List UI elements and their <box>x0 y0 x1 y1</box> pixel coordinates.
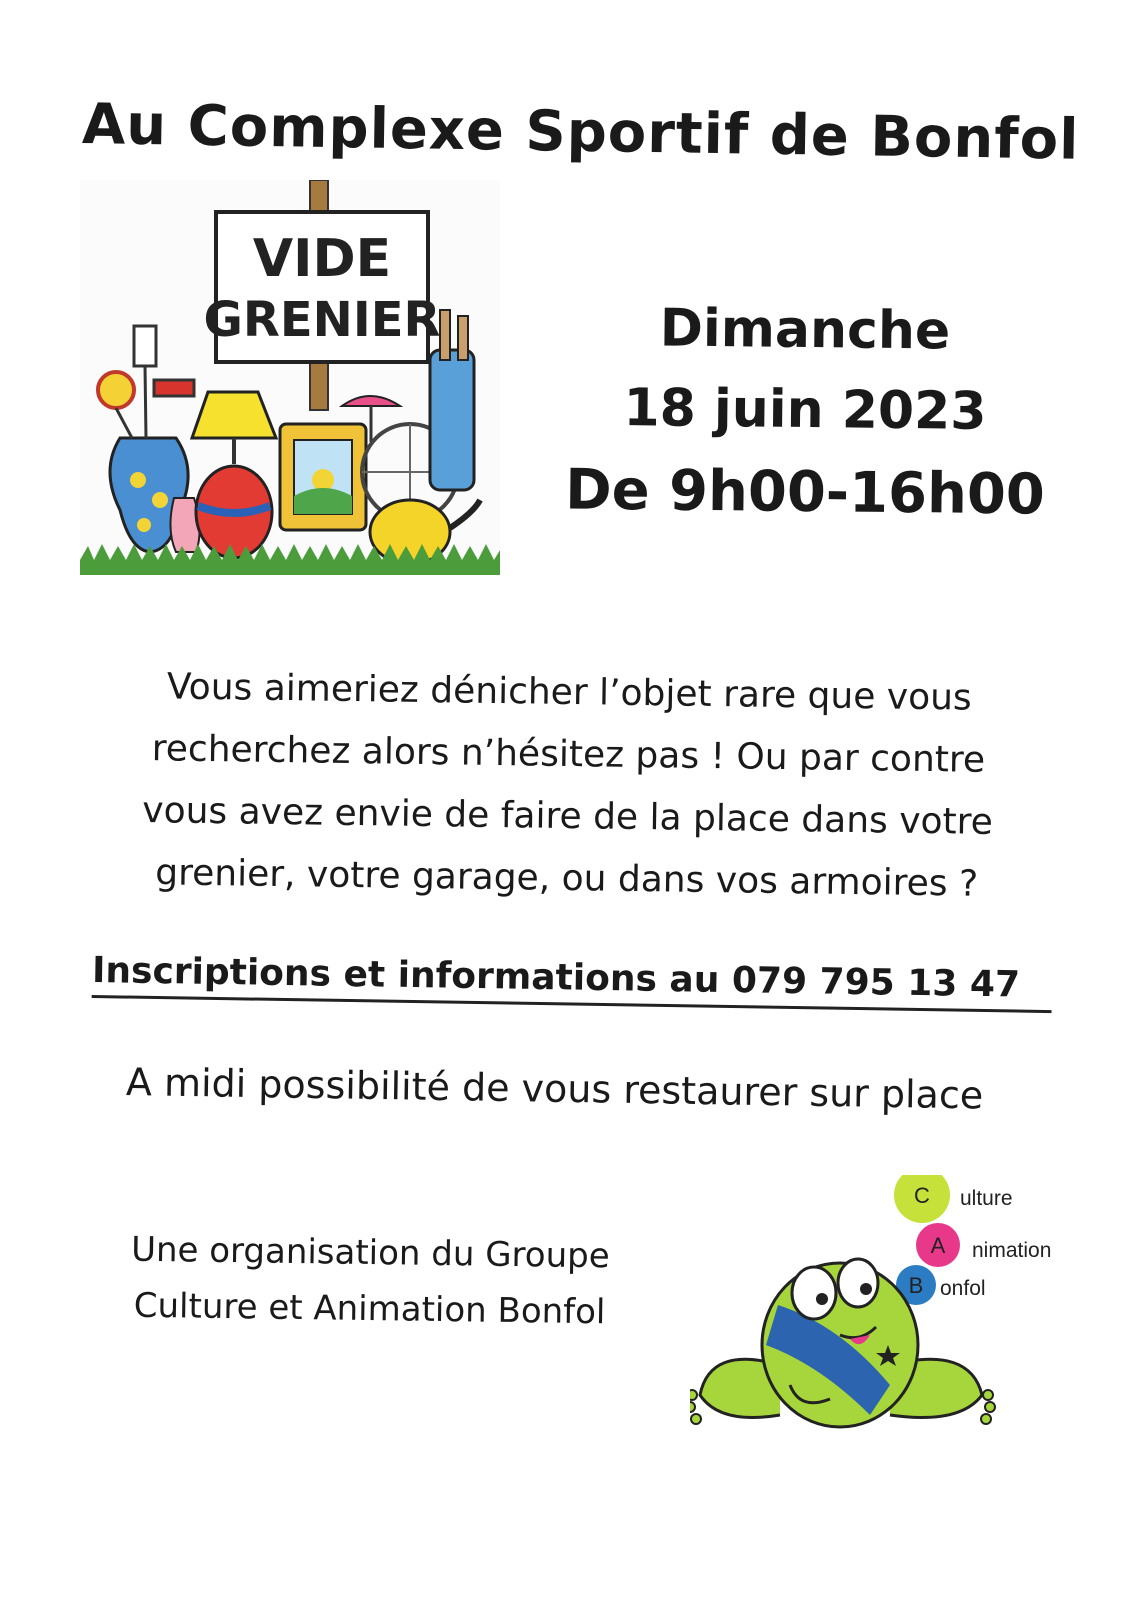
organizer-line-1: Une organisation du Groupe <box>130 1229 610 1277</box>
event-hours: De 9h00-16h00 <box>564 457 1046 528</box>
lunch-note: A midi possibilité de vous restaurer sur place <box>125 1060 984 1118</box>
description-line: grenier, votre garage, ou dans vos armoires ? <box>155 852 979 905</box>
organizer-line-2: Culture et Animation Bonfol <box>133 1285 606 1333</box>
description-line: Vous aimeriez dénicher l’objet rare que vous <box>166 666 973 719</box>
logo-word-animation: nimation <box>972 1239 1052 1262</box>
event-date: 18 juin 2023 <box>623 378 987 442</box>
organizer-block <box>109 1221 631 1340</box>
sign-line-1: VIDE <box>252 229 392 289</box>
vide-grenier-illustration <box>80 180 500 575</box>
description-line: recherchez alors n’hésitez pas ! Ou par contre <box>151 728 986 781</box>
event-date-block <box>560 298 1050 528</box>
registration-info: Inscriptions et informations au 079 795 13 47 <box>92 950 1053 1013</box>
logo-letter-c: C <box>914 1183 930 1208</box>
logo-letter-b: B <box>908 1273 924 1298</box>
description-paragraph <box>86 655 1049 916</box>
description-line: vous avez envie de faire de la place dans votre <box>142 790 994 843</box>
page-title: Au Complexe Sportif de Bonfol <box>81 92 1080 173</box>
cab-logo <box>690 1175 1100 1455</box>
sign-line-2: GRENIER <box>203 292 441 348</box>
event-day: Dimanche <box>659 298 951 362</box>
logo-word-culture: ulture <box>960 1187 1013 1210</box>
logo-letter-a: A <box>930 1233 946 1258</box>
logo-word-bonfol: onfol <box>940 1277 986 1300</box>
